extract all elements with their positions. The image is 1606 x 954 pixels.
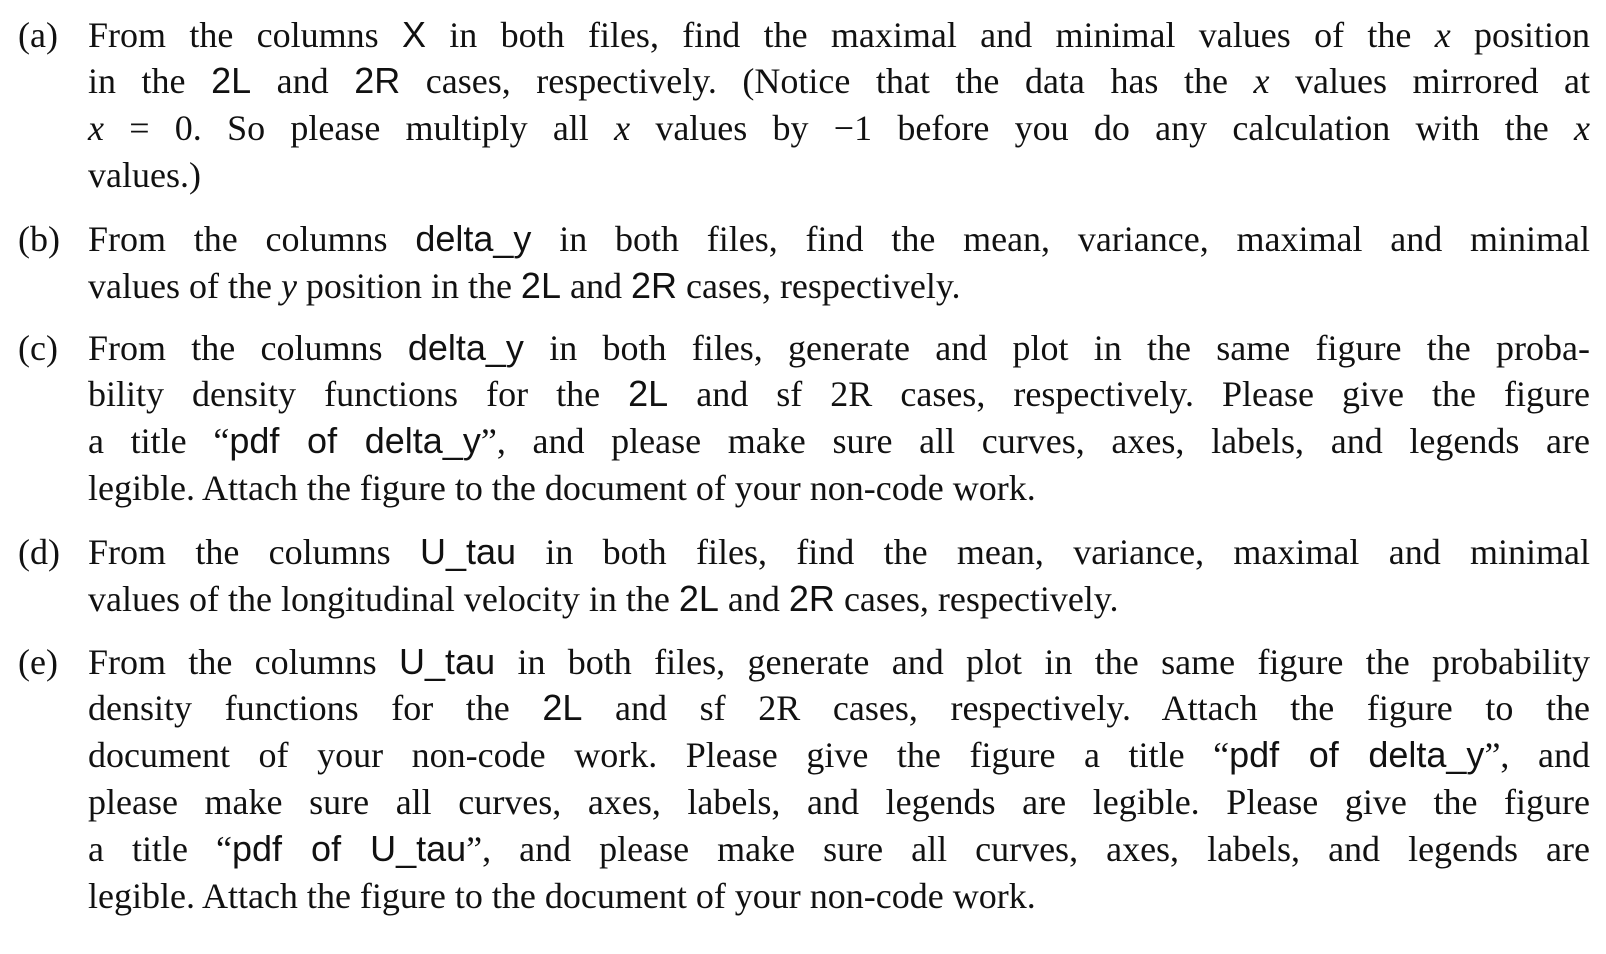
code-term: 2L bbox=[678, 578, 719, 619]
text-run: From the columns bbox=[88, 642, 400, 682]
text-run: ”, and please make sure all curves, axes, labels, and legends are bbox=[466, 829, 1590, 869]
code-term: 2L bbox=[520, 265, 561, 306]
item-label: (a) bbox=[18, 15, 58, 55]
text-run: cases, respectively. bbox=[676, 266, 961, 306]
text-run: values by −1 before you do any calculation with the bbox=[630, 108, 1575, 148]
code-term: 2R bbox=[354, 60, 401, 101]
text-run: values mirrored at bbox=[1269, 61, 1591, 101]
code-term: 2L bbox=[211, 60, 252, 101]
text-run: in both files, find the mean, variance, maximal and minimal bbox=[531, 219, 1591, 259]
item-line bbox=[88, 685, 1590, 731]
text-run: legible. Attach the figure to the document of your non-code work. bbox=[88, 468, 1036, 508]
text-run: ”, and bbox=[1484, 735, 1590, 775]
code-term: pdf of delta_y bbox=[229, 420, 481, 461]
code-term: pdf of delta_y bbox=[1229, 734, 1485, 775]
item-line bbox=[88, 58, 1590, 104]
text-run: and bbox=[560, 266, 631, 306]
item-line bbox=[88, 576, 1590, 622]
text-run: a title “ bbox=[88, 829, 232, 869]
math-symbol: x bbox=[88, 108, 104, 148]
item-line bbox=[88, 826, 1590, 872]
code-term: U_tau bbox=[419, 531, 517, 572]
item-line bbox=[88, 12, 1590, 58]
text-run: document of your non-code work. Please give the figure a title “ bbox=[88, 735, 1230, 775]
code-term: 2L bbox=[628, 373, 669, 414]
math-symbol: x bbox=[614, 108, 631, 148]
text-run: please make sure all curves, axes, labels, and legends are legible. Please give the figure bbox=[88, 782, 1590, 822]
item-line bbox=[88, 465, 1590, 511]
text-run: and sf 2R cases, respectively. Attach the figure to the bbox=[582, 688, 1590, 728]
text-run: From the columns bbox=[88, 532, 420, 572]
item-line bbox=[88, 639, 1590, 685]
item-line bbox=[88, 371, 1590, 417]
item-label: (b) bbox=[18, 219, 60, 259]
text-run: values of the bbox=[88, 266, 281, 306]
text-run: position in the bbox=[296, 266, 521, 306]
text-run: and sf 2R cases, respectively. Please give the figure bbox=[668, 374, 1590, 414]
item-label: (d) bbox=[18, 532, 60, 572]
math-symbol: x bbox=[1574, 108, 1590, 148]
item-line bbox=[88, 105, 1590, 151]
text-run: in both files, generate and plot in the same figure the probability bbox=[495, 642, 1591, 682]
text-run: in both files, find the maximal and minimal values of the bbox=[425, 15, 1435, 55]
text-run: ”, and please make sure all curves, axes, labels, and legends are bbox=[480, 421, 1590, 461]
code-term: pdf of U_tau bbox=[231, 828, 467, 869]
text-run: cases, respectively. bbox=[834, 579, 1119, 619]
math-symbol: y bbox=[280, 266, 297, 306]
item-line bbox=[88, 873, 1590, 919]
text-run: a title “ bbox=[88, 421, 230, 461]
math-symbol: x bbox=[1434, 15, 1451, 55]
text-run: From the columns bbox=[88, 15, 402, 55]
text-run: values of the longitudinal velocity in the bbox=[88, 579, 679, 619]
item-line bbox=[88, 325, 1590, 371]
text-run: = 0. So please multiply all bbox=[103, 108, 615, 148]
code-term: U_tau bbox=[399, 641, 496, 682]
text-run: and bbox=[718, 579, 789, 619]
text-run: From the columns bbox=[88, 328, 408, 368]
item-label: (c) bbox=[18, 328, 58, 368]
text-run: legible. Attach the figure to the document of your non-code work. bbox=[88, 876, 1036, 916]
code-term: X bbox=[401, 14, 426, 55]
code-term: delta_y bbox=[415, 218, 532, 259]
item-line bbox=[88, 732, 1590, 778]
item-line bbox=[88, 418, 1590, 464]
text-run: cases, respectively. (Notice that the data has the bbox=[400, 61, 1254, 101]
text-run: From the columns bbox=[88, 219, 416, 259]
math-symbol: x bbox=[1253, 61, 1270, 101]
item-line bbox=[88, 152, 1590, 198]
code-term: delta_y bbox=[407, 327, 524, 368]
item-label: (e) bbox=[18, 642, 58, 682]
item-line bbox=[88, 216, 1590, 262]
code-term: 2L bbox=[542, 687, 583, 728]
item-line bbox=[88, 779, 1590, 825]
text-run: values.) bbox=[88, 155, 201, 195]
code-term: 2R bbox=[788, 578, 835, 619]
text-run: and bbox=[251, 61, 355, 101]
text-run: bility density functions for the bbox=[88, 374, 629, 414]
text-run: in both files, find the mean, variance, maximal and minimal bbox=[516, 532, 1591, 572]
code-term: 2R bbox=[630, 265, 677, 306]
text-run: in the bbox=[88, 61, 212, 101]
text-run: position bbox=[1450, 15, 1591, 55]
text-run: density functions for the bbox=[88, 688, 543, 728]
text-run: in both files, generate and plot in the same figure the proba- bbox=[523, 328, 1590, 368]
item-line bbox=[88, 263, 1590, 309]
item-line bbox=[88, 529, 1590, 575]
